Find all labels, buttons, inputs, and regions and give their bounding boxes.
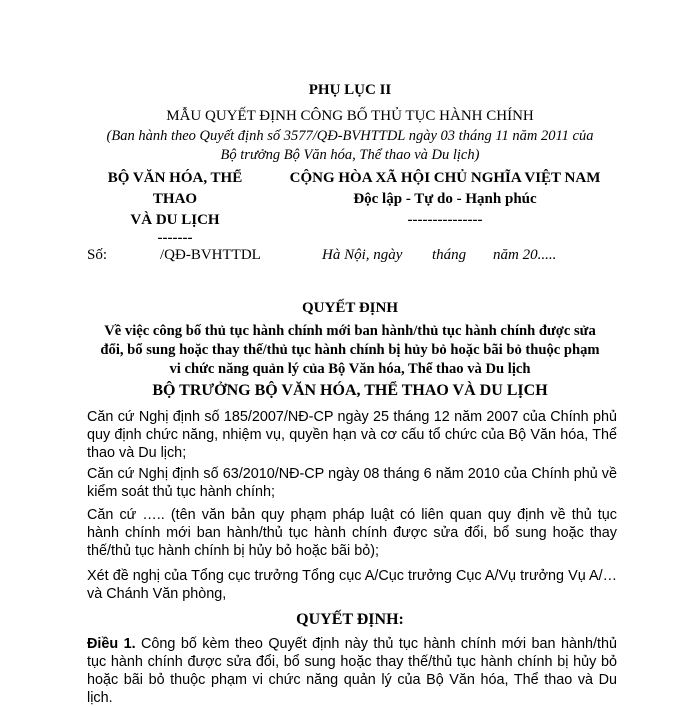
issued-by-line-1: (Ban hành theo Quyết định số 3577/QĐ-BVHTTDL ngày 03 tháng 11 năm 2011 của [106, 128, 594, 144]
decision-authority: BỘ TRƯỞNG BỘ VĂN HÓA, THỂ THAO VÀ DU LỊCH [152, 382, 548, 399]
number-label: Số: [87, 247, 108, 263]
ministry-divider: ------- [157, 230, 193, 246]
decision-heading: QUYẾT ĐỊNH [302, 300, 398, 316]
national-motto: Độc lập - Tự do - Hạnh phúc [353, 191, 537, 207]
place-date: Hà Nội, ngày [322, 247, 403, 263]
ministry-name-line-2: THAO [152, 191, 198, 207]
legal-basis-1: Căn cứ Nghị định số 185/2007/NĐ-CP ngày 25 tháng 12 năm 2007 của Chính phủ quy định chức năng, nhiệm vụ, quyền hạn và cơ cấu tổ chức của Bộ Văn hóa, Thể thao và Du lịch; [87, 409, 617, 461]
ministry-name-line-1: BỘ VĂN HÓA, THỂ [107, 170, 243, 186]
republic-name: CỘNG HÒA XÃ HỘI CHỦ NGHĨA VIỆT NAM [289, 170, 601, 186]
appendix-title: PHỤ LỤC II [308, 82, 392, 98]
decision-subject-line-3: vi chức năng quản lý của Bộ Văn hóa, Thể thao và Du lịch [169, 361, 531, 377]
decision-code: /QĐ-BVHTTDL [160, 247, 261, 263]
decision-subject-line-1: Về việc công bố thủ tục hành chính mới ban hành/thủ tục hành chính được sửa [104, 323, 596, 339]
appendix-subtitle: MẪU QUYẾT ĐỊNH CÔNG BỐ THỦ TỤC HÀNH CHÍNH [166, 108, 534, 124]
article-1 [87, 635, 617, 707]
decision-subject-line-2: đổi, bổ sung hoặc thay thế/thủ tục hành chính bị hủy bỏ hoặc bãi bỏ thuộc phạm [100, 342, 600, 358]
ministry-name-line-3: VÀ DU LỊCH [130, 212, 220, 228]
motto-divider: --------------- [407, 212, 483, 228]
date-year: năm 20..... [493, 247, 557, 263]
decides-heading: QUYẾT ĐỊNH: [296, 611, 404, 628]
date-month: tháng [432, 247, 467, 263]
ministry-header [70, 168, 280, 245]
legal-basis-2: Căn cứ Nghị định số 63/2010/NĐ-CP ngày 08 tháng 6 năm 2010 của Chính phủ về kiểm soát thủ tục hành chính; [87, 466, 617, 500]
legal-basis-4: Xét đề nghị của Tổng cục trưởng Tổng cục A/Cục trưởng Cục A/Vụ trưởng Vụ A/… và Chánh Văn phòng, [87, 568, 617, 602]
republic-header [270, 168, 620, 231]
legal-basis-3: Căn cứ ….. (tên văn bản quy phạm pháp luật có liên quan quy định về thủ tục hành chính mới ban hành/thủ tục hành chính được sửa đổi, bổ sung hoặc thay thế/thủ tục hành chính bị hủy bỏ hoặc bãi bỏ); [87, 507, 617, 559]
issued-by-line-2: Bộ trưởng Bộ Văn hóa, Thể thao và Du lịch) [220, 147, 480, 163]
article-1-label: Điều 1. [87, 636, 136, 652]
article-1-text: Công bố kèm theo Quyết định này thủ tục hành chính mới ban hành/thủ tục hành chính được sửa đổi, bổ sung hoặc thay thế/thủ tục hành chính bị hủy bỏ hoặc bãi bỏ thuộc phạm vi chức năng quản lý của Bộ Văn hóa, Thể thao và Du lịch. [87, 636, 617, 706]
